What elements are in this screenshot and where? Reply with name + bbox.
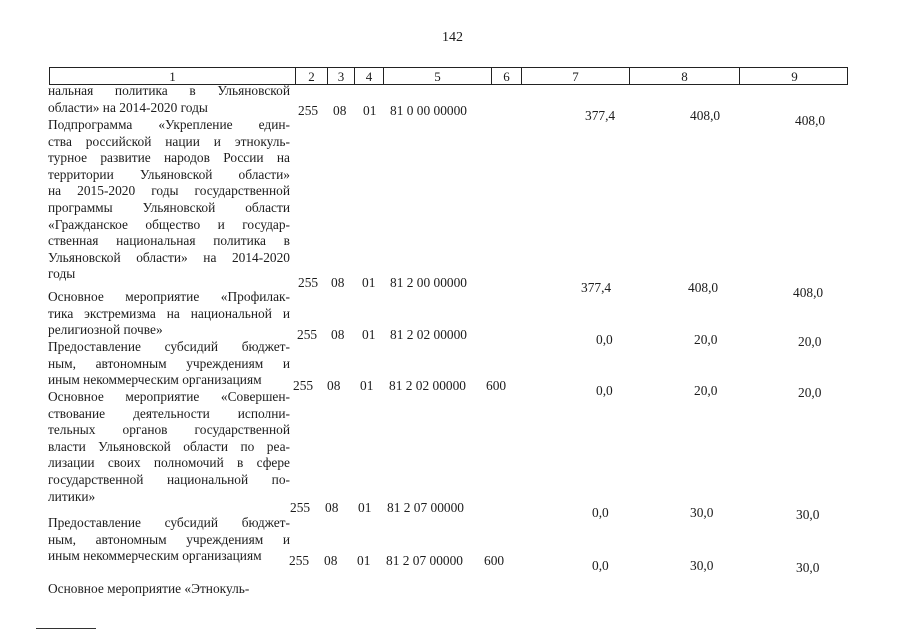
header-col-8: 8: [629, 68, 739, 85]
row-description: [48, 289, 290, 339]
cell-col-5: 81 2 07 00000: [386, 553, 463, 568]
cell-col-7: 0,0: [596, 332, 613, 347]
cell-col-9: 408,0: [795, 113, 826, 128]
cell-col-3: 08: [331, 327, 345, 342]
description-line: на 2015-2020 годы государственной: [48, 183, 290, 199]
description-line: тельных органов государственной: [48, 422, 290, 438]
cell-col-2: 255: [298, 103, 319, 118]
row-description: [48, 117, 290, 283]
cell-col-7: 0,0: [592, 505, 609, 520]
description-line: ства российской нации и этнокуль-: [48, 133, 290, 149]
cell-col-3: 08: [331, 275, 345, 290]
cell-col-4: 01: [357, 553, 371, 568]
description-line: территории Ульяновской области»: [48, 166, 290, 182]
cell-col-2: 255: [298, 275, 319, 290]
description-line: Ульяновской области» на 2014-2020: [48, 249, 290, 265]
cell-col-3: 08: [327, 378, 341, 393]
description-line: власти Ульяновской области по реа-: [48, 438, 290, 454]
description-line: иным некоммерческим организациям: [48, 548, 262, 564]
cell-col-8: 30,0: [690, 558, 714, 573]
cell-col-3: 08: [333, 103, 347, 118]
description-line: государственной национальной по-: [48, 471, 290, 487]
description-line: области» на 2014-2020 годы: [48, 99, 208, 115]
cell-col-8: 20,0: [694, 383, 718, 398]
description-line: ственная национальная политика в: [48, 233, 290, 249]
description-line: Подпрограмма «Укрепление един-: [48, 117, 290, 132]
cell-col-4: 01: [360, 378, 374, 393]
cell-col-2: 255: [290, 500, 311, 515]
page-number: 142: [442, 30, 463, 45]
cell-col-9: 30,0: [796, 560, 820, 575]
description-line: Предоставление субсидий бюджет-: [48, 515, 290, 530]
cell-col-5: 81 2 02 00000: [389, 378, 466, 393]
description-line: ным, автономным учреждениям и: [48, 531, 290, 547]
cell-col-8: 408,0: [688, 280, 719, 295]
header-col-1: 1: [169, 69, 176, 84]
description-line: иным некоммерческим организациям: [48, 372, 262, 388]
description-line: Основное мероприятие «Этнокуль-: [48, 581, 250, 596]
cell-col-8: 20,0: [694, 332, 718, 347]
header-col-2: 2: [295, 68, 327, 85]
row-description: [48, 83, 290, 116]
header-col-3: 3: [327, 68, 354, 85]
cell-col-5: 81 0 00 00000: [390, 103, 467, 118]
cell-col-6: 600: [486, 378, 507, 393]
cell-col-9: 30,0: [796, 507, 820, 522]
header-col-4: 4: [354, 68, 383, 85]
cell-col-5: 81 2 07 00000: [387, 500, 464, 515]
description-line: религиозной почве»: [48, 322, 163, 338]
header-col-5: 5: [383, 68, 491, 85]
cell-col-5: 81 2 00 00000: [390, 275, 467, 290]
description-line: Основное мероприятие «Совершен-: [48, 389, 290, 404]
row-description: [48, 389, 290, 505]
cell-col-7: 377,4: [585, 108, 616, 123]
cell-col-7: 377,4: [581, 280, 612, 295]
description-line: годы: [48, 266, 76, 282]
description-line: тика экстремизма на национальной и: [48, 305, 290, 321]
cell-col-9: 408,0: [793, 285, 824, 300]
cell-col-3: 08: [324, 553, 338, 568]
cell-col-9: 20,0: [798, 334, 822, 349]
description-line: лизации своих полномочий в сфере: [48, 455, 290, 471]
cell-col-8: 30,0: [690, 505, 714, 520]
row-description: [48, 515, 290, 565]
cell-col-2: 255: [293, 378, 314, 393]
footer-rule: [36, 628, 96, 629]
cell-col-5: 81 2 02 00000: [390, 327, 467, 342]
description-line: ным, автономным учреждениям и: [48, 355, 290, 371]
cell-col-7: 0,0: [596, 383, 613, 398]
cell-col-3: 08: [325, 500, 339, 515]
description-line: ствование деятельности исполни-: [48, 405, 290, 421]
cell-col-7: 0,0: [592, 558, 609, 573]
description-line: «Гражданское общество и государ-: [48, 216, 290, 232]
row-description: [48, 339, 290, 389]
cell-col-6: 600: [484, 553, 505, 568]
cell-col-8: 408,0: [690, 108, 721, 123]
cell-col-4: 01: [358, 500, 372, 515]
cell-col-2: 255: [289, 553, 310, 568]
description-line: турное развитие народов России на: [48, 150, 290, 166]
cell-col-9: 20,0: [798, 385, 822, 400]
header-col-6: 6: [491, 68, 521, 85]
cell-col-2: 255: [297, 327, 318, 342]
description-line: нальная политика в Ульяновской: [48, 83, 290, 98]
header-col-7: 7: [521, 68, 629, 85]
header-col-9: 9: [739, 68, 849, 85]
description-line: Основное мероприятие «Профилак-: [48, 289, 290, 304]
row-description: [48, 581, 290, 598]
description-line: Предоставление субсидий бюджет-: [48, 339, 290, 354]
description-line: программы Ульяновской области: [48, 199, 290, 215]
cell-col-4: 01: [362, 275, 376, 290]
cell-col-4: 01: [363, 103, 377, 118]
description-line: литики»: [48, 488, 96, 504]
cell-col-4: 01: [362, 327, 376, 342]
